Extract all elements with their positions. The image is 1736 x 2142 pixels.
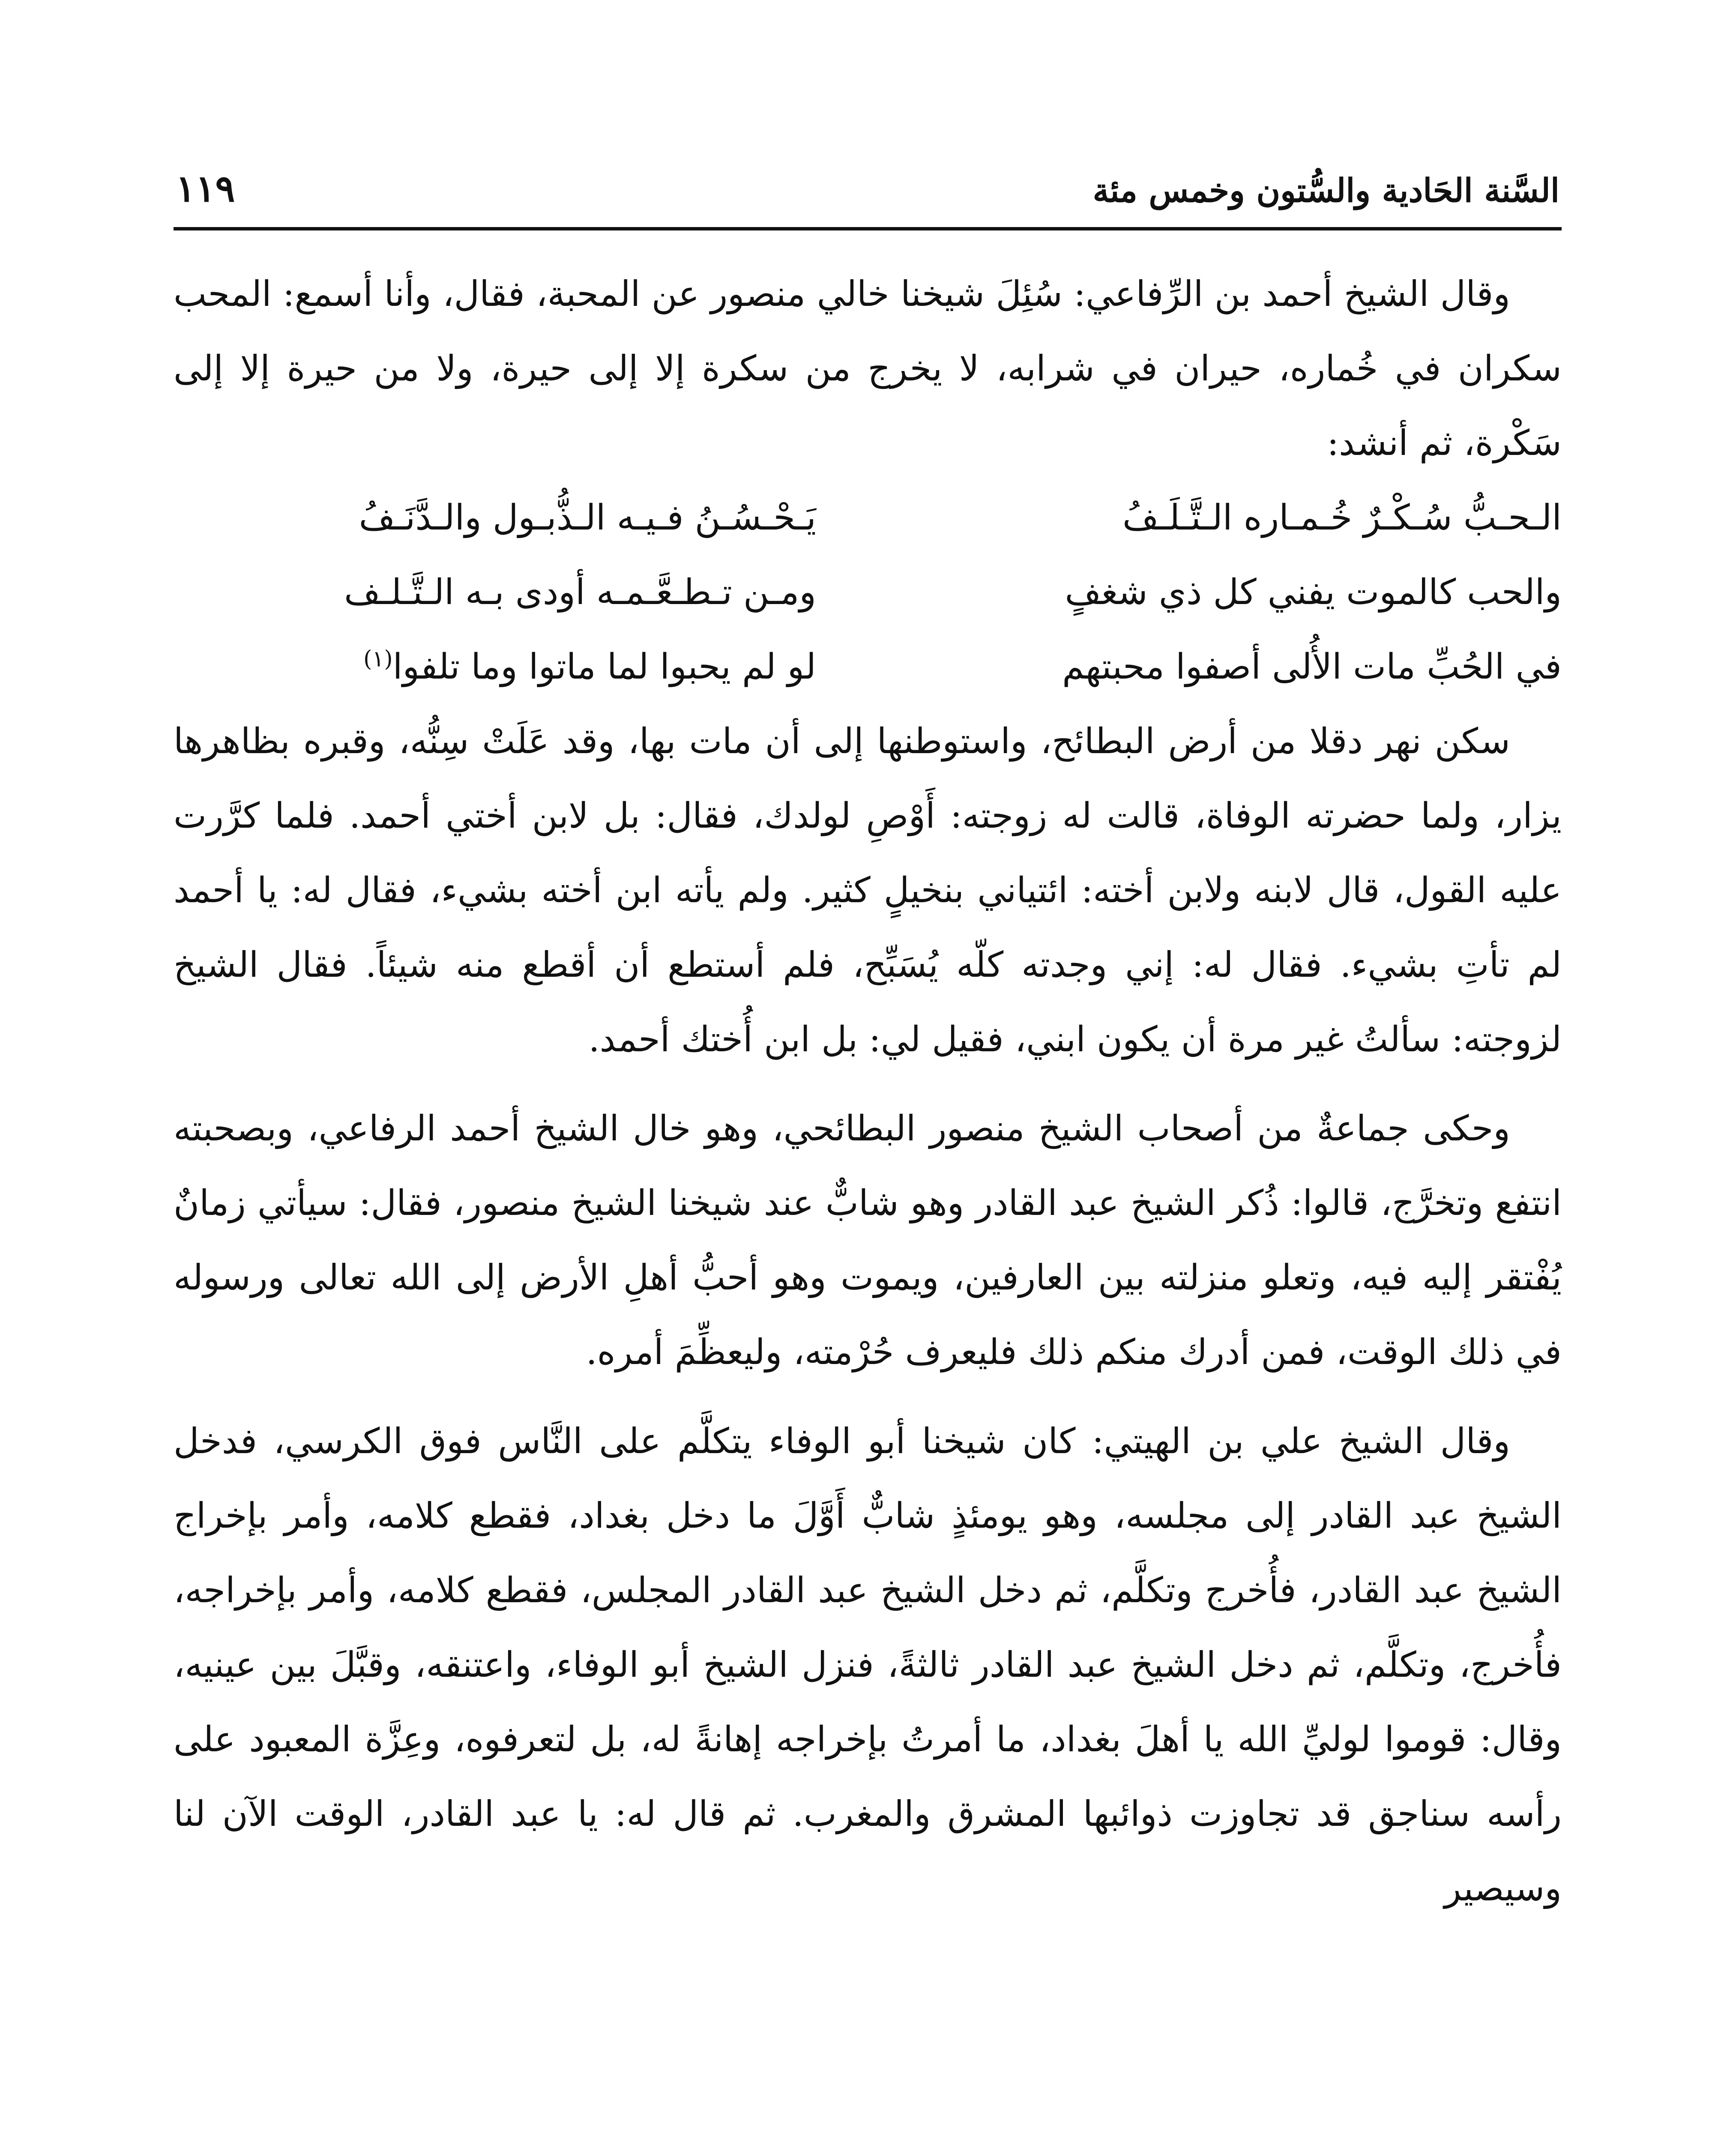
verse-3 xyxy=(174,630,1562,704)
verse-1 xyxy=(174,481,1562,555)
header-divider xyxy=(174,227,1562,230)
running-header xyxy=(176,163,1559,227)
verse-2 xyxy=(174,555,1562,630)
verse-3-first-hemistich: في الحُبِّ مات الأُلى أصفوا محبتهم xyxy=(1062,646,1562,687)
body-text xyxy=(174,257,1562,1926)
footnote-marker[interactable]: (١) xyxy=(363,646,393,672)
page-number: ١١٩ xyxy=(176,167,235,210)
chapter-title: السَّنة الحَادية والسُّتون وخمس مئة xyxy=(1092,171,1559,209)
verse-2-first-hemistich: والحب كالموت يفني كل ذي شغفٍ xyxy=(1065,572,1562,613)
verse-1-second-hemistich: يَـحْـسُـنُ فـيـه الـذُّبـول والـدَّنَـفُ xyxy=(359,497,816,538)
verse-3-second-hemistich xyxy=(174,630,816,704)
paragraph-2: سكن نهر دقلا من أرض البطائح، واستوطنها إلى أن مات بها، وقد عَلَتْ سِنُّه، وقبره بظاهرها يزار، ولما حضرته الوفاة، قالت له زوجته: أَوْصِ لولدك، فقال: بل لابن أختي أحمد. فلما كرَّرت عليه القول، قال لابنه ولابن أخته: ائتياني بنخيلٍ كثير. ولم يأته ابن أخته بشيء، فقال له: يا أحمد لم تأتِ بشيء. فقال له: إني وجدته كلّه يُسَبِّح، فلم أستطع أن أقطع منه شيئاً. فقال الشيخ لزوجته: سألتُ غير مرة أن يكون ابني، فقيل لي: بل ابن أُختك أحمد. xyxy=(174,721,1562,1060)
paragraph-4: وقال الشيخ علي بن الهيتي: كان شيخنا أبو الوفاء يتكلَّم على النَّاس فوق الكرسي، فدخل الشيخ عبد القادر إلى مجلسه، وهو يومئذٍ شابٌّ أَوَّلَ ما دخل بغداد، فقطع كلامه، وأمر بإخراج الشيخ عبد القادر، فأُخرج وتكلَّم، ثم دخل الشيخ عبد القادر المجلس، فقطع كلامه، وأمر بإخراجه، فأُخرج، وتكلَّم، ثم دخل الشيخ عبد القادر ثالثةً، فنزل الشيخ أبو الوفاء، واعتنقه، وقبَّلَ بين عينيه، وقال: قوموا لوليِّ الله يا أهلَ بغداد، ما أمرتُ بإخراجه إهانةً له، بل لتعرفوه، وعِزَّة المعبود على رأسه سناجق قد تجاوزت ذوائبها المشرق والمغرب. ثم قال له: يا عبد القادر، الوقت الآن لنا وسيصير xyxy=(174,1421,1562,1909)
paragraph-1: وقال الشيخ أحمد بن الرِّفاعي: سُئِلَ شيخنا خالي منصور عن المحبة، فقال، وأنا أسمع: المحب سكران في خُماره، حيران في شرابه، لا يخرج من سكرة إلا إلى حيرة، ولا من حيرة إلا إلى سَكْرة، ثم أنشد: xyxy=(174,274,1562,464)
paragraph-3: وحكى جماعةٌ من أصحاب الشيخ منصور البطائحي، وهو خال الشيخ أحمد الرفاعي، وبصحبته انتفع وتخرَّج، قالوا: ذُكر الشيخ عبد القادر وهو شابٌّ عند شيخنا الشيخ منصور، فقال: سيأتي زمانٌ يُفْتقر إليه فيه، وتعلو منزلته بين العارفين، ويموت وهو أحبُّ أهلِ الأرض إلى الله تعالى ورسوله في ذلك الوقت، فمن أدرك منكم ذلك فليعرف حُرْمته، وليعظِّمَ أمره. xyxy=(174,1108,1562,1373)
verse-3-second-text: لو لم يحبوا لما ماتوا وما تلفوا xyxy=(392,646,816,687)
verse-2-second-hemistich: ومـن تـطـعَّـمـه أودى بـه الـتَّـلـف xyxy=(344,572,816,613)
verse-1-first-hemistich: الـحـبُّ سُـكْـرٌ خُـمـاره الـتَّـلَـفُ xyxy=(1122,497,1562,538)
